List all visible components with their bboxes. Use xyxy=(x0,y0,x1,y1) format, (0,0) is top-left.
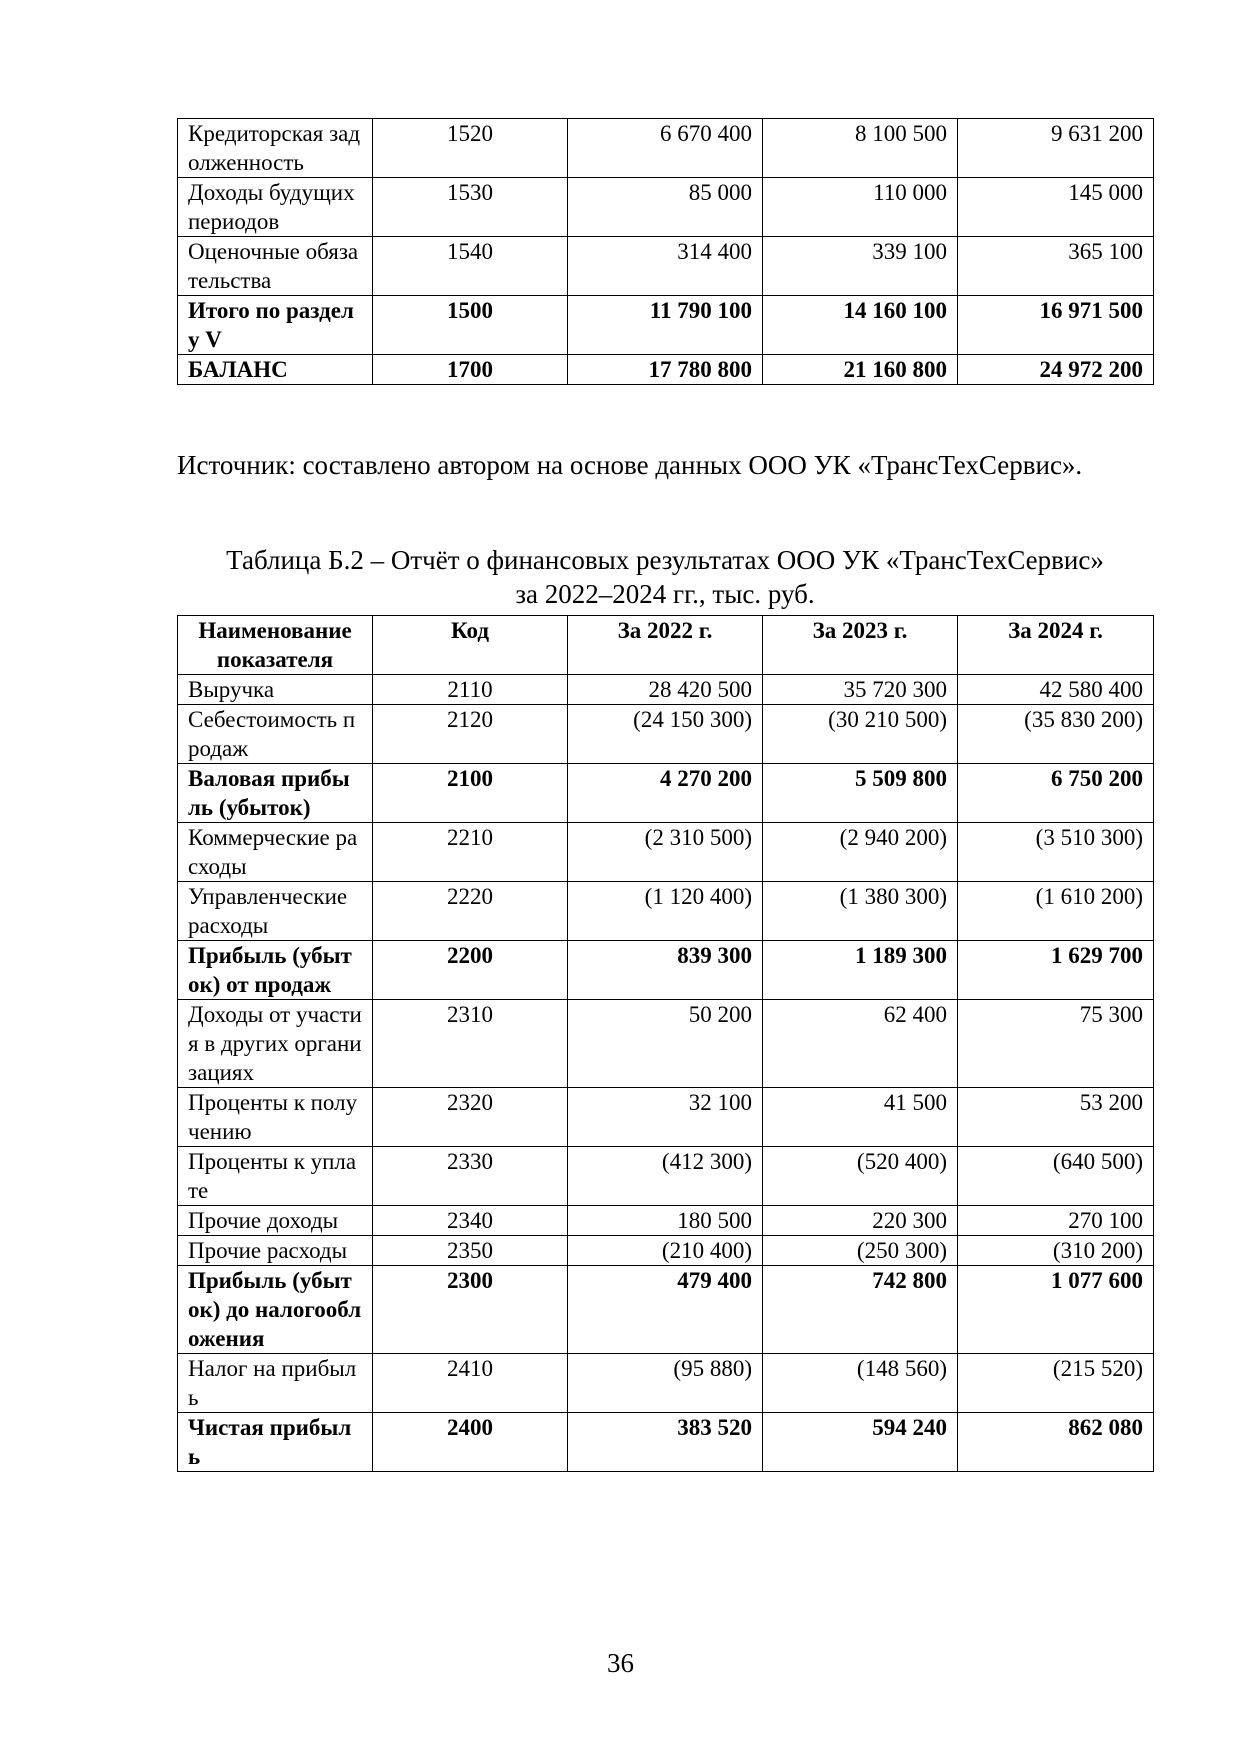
row-name-cell: Итого по разделу V xyxy=(178,296,373,355)
row-value-cell: (24 150 300) xyxy=(568,705,763,764)
row-value-cell: (2 310 500) xyxy=(568,823,763,882)
row-value-cell: 110 000 xyxy=(763,178,958,237)
row-name-cell: Проценты к уплате xyxy=(178,1147,373,1206)
caption-line-2: за 2022–2024 гг., тыс. руб. xyxy=(515,579,815,609)
row-code-cell: 2200 xyxy=(373,941,568,1000)
row-value-cell: 11 790 100 xyxy=(568,296,763,355)
row-value-cell: 62 400 xyxy=(763,1000,958,1088)
header-cell-2024: За 2024 г. xyxy=(958,616,1154,675)
row-code-cell: 2410 xyxy=(373,1354,568,1413)
table-row xyxy=(178,675,1154,705)
table-row xyxy=(178,1147,1154,1206)
row-value-cell: 270 100 xyxy=(958,1206,1154,1236)
row-code-cell: 2110 xyxy=(373,675,568,705)
row-name-cell: Доходы от участия в других организациях xyxy=(178,1000,373,1088)
row-value-cell: (148 560) xyxy=(763,1354,958,1413)
row-code-cell: 1530 xyxy=(373,178,568,237)
table-row xyxy=(178,941,1154,1000)
row-value-cell: (30 210 500) xyxy=(763,705,958,764)
row-name-cell: Прибыль (убыток) до налогообложения xyxy=(178,1266,373,1354)
row-name-cell: Прибыль (убыток) от продаж xyxy=(178,941,373,1000)
row-name-cell: Кредиторская задолженность xyxy=(178,119,373,178)
row-value-cell: (210 400) xyxy=(568,1236,763,1266)
page-number: 36 xyxy=(607,1648,634,1678)
row-value-cell: 14 160 100 xyxy=(763,296,958,355)
header-cell-2022: За 2022 г. xyxy=(568,616,763,675)
table-row xyxy=(178,1236,1154,1266)
row-value-cell: (520 400) xyxy=(763,1147,958,1206)
row-code-cell: 2320 xyxy=(373,1088,568,1147)
row-code-cell: 2340 xyxy=(373,1206,568,1236)
header-cell-code: Код xyxy=(373,616,568,675)
row-value-cell: 35 720 300 xyxy=(763,675,958,705)
row-value-cell: 180 500 xyxy=(568,1206,763,1236)
row-name-cell: Налог на прибыль xyxy=(178,1354,373,1413)
row-value-cell: 1 629 700 xyxy=(958,941,1154,1000)
row-value-cell: (310 200) xyxy=(958,1236,1154,1266)
row-code-cell: 2220 xyxy=(373,882,568,941)
row-value-cell: 839 300 xyxy=(568,941,763,1000)
table-row xyxy=(178,296,1154,355)
row-value-cell: 42 580 400 xyxy=(958,675,1154,705)
row-value-cell: 6 670 400 xyxy=(568,119,763,178)
header-cell-name: Наименование показателя xyxy=(178,616,373,675)
row-value-cell: (215 520) xyxy=(958,1354,1154,1413)
row-value-cell: (1 380 300) xyxy=(763,882,958,941)
row-value-cell: 17 780 800 xyxy=(568,355,763,385)
row-code-cell: 2310 xyxy=(373,1000,568,1088)
row-value-cell: 383 520 xyxy=(568,1413,763,1472)
row-code-cell: 1520 xyxy=(373,119,568,178)
row-value-cell: 5 509 800 xyxy=(763,764,958,823)
table-row xyxy=(178,1413,1154,1472)
row-value-cell: 1 189 300 xyxy=(763,941,958,1000)
row-value-cell: 862 080 xyxy=(958,1413,1154,1472)
row-value-cell: 21 160 800 xyxy=(763,355,958,385)
row-value-cell: (640 500) xyxy=(958,1147,1154,1206)
row-value-cell: 479 400 xyxy=(568,1266,763,1354)
table-row xyxy=(178,1088,1154,1147)
row-value-cell: 8 100 500 xyxy=(763,119,958,178)
row-name-cell: Прочие расходы xyxy=(178,1236,373,1266)
row-value-cell: 9 631 200 xyxy=(958,119,1154,178)
balance-table xyxy=(177,118,1154,385)
row-value-cell: 594 240 xyxy=(763,1413,958,1472)
row-value-cell: 145 000 xyxy=(958,178,1154,237)
row-value-cell: 1 077 600 xyxy=(958,1266,1154,1354)
table-row xyxy=(178,823,1154,882)
header-cell-2023: За 2023 г. xyxy=(763,616,958,675)
row-name-cell: Доходы будущих периодов xyxy=(178,178,373,237)
row-code-cell: 1500 xyxy=(373,296,568,355)
row-code-cell: 1700 xyxy=(373,355,568,385)
row-value-cell: 24 972 200 xyxy=(958,355,1154,385)
row-value-cell: (2 940 200) xyxy=(763,823,958,882)
row-value-cell: 85 000 xyxy=(568,178,763,237)
row-value-cell: 16 971 500 xyxy=(958,296,1154,355)
table-row xyxy=(178,1266,1154,1354)
financial-results-table xyxy=(177,615,1154,1472)
row-code-cell: 1540 xyxy=(373,237,568,296)
row-code-cell: 2100 xyxy=(373,764,568,823)
row-code-cell: 2400 xyxy=(373,1413,568,1472)
row-value-cell: (3 510 300) xyxy=(958,823,1154,882)
table-row xyxy=(178,1000,1154,1088)
table-row xyxy=(178,705,1154,764)
row-value-cell: (412 300) xyxy=(568,1147,763,1206)
row-name-cell: Чистая прибыль xyxy=(178,1413,373,1472)
table-row xyxy=(178,1354,1154,1413)
row-value-cell: (1 610 200) xyxy=(958,882,1154,941)
row-name-cell: Валовая прибыль (убыток) xyxy=(178,764,373,823)
row-value-cell: (250 300) xyxy=(763,1236,958,1266)
row-value-cell: 365 100 xyxy=(958,237,1154,296)
row-value-cell: 742 800 xyxy=(763,1266,958,1354)
row-value-cell: 75 300 xyxy=(958,1000,1154,1088)
row-value-cell: 220 300 xyxy=(763,1206,958,1236)
table-row xyxy=(178,1206,1154,1236)
row-value-cell: (95 880) xyxy=(568,1354,763,1413)
row-value-cell: 50 200 xyxy=(568,1000,763,1088)
table-row xyxy=(178,764,1154,823)
table-row xyxy=(178,882,1154,941)
table-row xyxy=(178,178,1154,237)
row-name-cell: Прочие доходы xyxy=(178,1206,373,1236)
table-row xyxy=(178,237,1154,296)
header-row xyxy=(178,616,1154,675)
row-value-cell: 32 100 xyxy=(568,1088,763,1147)
row-code-cell: 2330 xyxy=(373,1147,568,1206)
row-value-cell: (35 830 200) xyxy=(958,705,1154,764)
table-row xyxy=(178,119,1154,178)
row-name-cell: БАЛАНС xyxy=(178,355,373,385)
row-code-cell: 2300 xyxy=(373,1266,568,1354)
row-value-cell: 314 400 xyxy=(568,237,763,296)
row-value-cell: (1 120 400) xyxy=(568,882,763,941)
row-name-cell: Оценочные обязательства xyxy=(178,237,373,296)
row-value-cell: 53 200 xyxy=(958,1088,1154,1147)
row-value-cell: 339 100 xyxy=(763,237,958,296)
row-name-cell: Себестоимость продаж xyxy=(178,705,373,764)
source-note: Источник: составлено автором на основе данных ООО УК «ТрансТехСервис». xyxy=(177,450,1083,480)
row-code-cell: 2120 xyxy=(373,705,568,764)
table-caption xyxy=(177,543,1153,611)
row-value-cell: 28 420 500 xyxy=(568,675,763,705)
row-name-cell: Управленческие расходы xyxy=(178,882,373,941)
row-value-cell: 6 750 200 xyxy=(958,764,1154,823)
row-value-cell: 41 500 xyxy=(763,1088,958,1147)
row-value-cell: 4 270 200 xyxy=(568,764,763,823)
row-name-cell: Коммерческие расходы xyxy=(178,823,373,882)
caption-line-1: Таблица Б.2 – Отчёт о финансовых результатах ООО УК «ТрансТехСервис» xyxy=(226,545,1104,575)
table-row xyxy=(178,355,1154,385)
row-name-cell: Выручка xyxy=(178,675,373,705)
row-code-cell: 2350 xyxy=(373,1236,568,1266)
row-name-cell: Проценты к получению xyxy=(178,1088,373,1147)
row-code-cell: 2210 xyxy=(373,823,568,882)
